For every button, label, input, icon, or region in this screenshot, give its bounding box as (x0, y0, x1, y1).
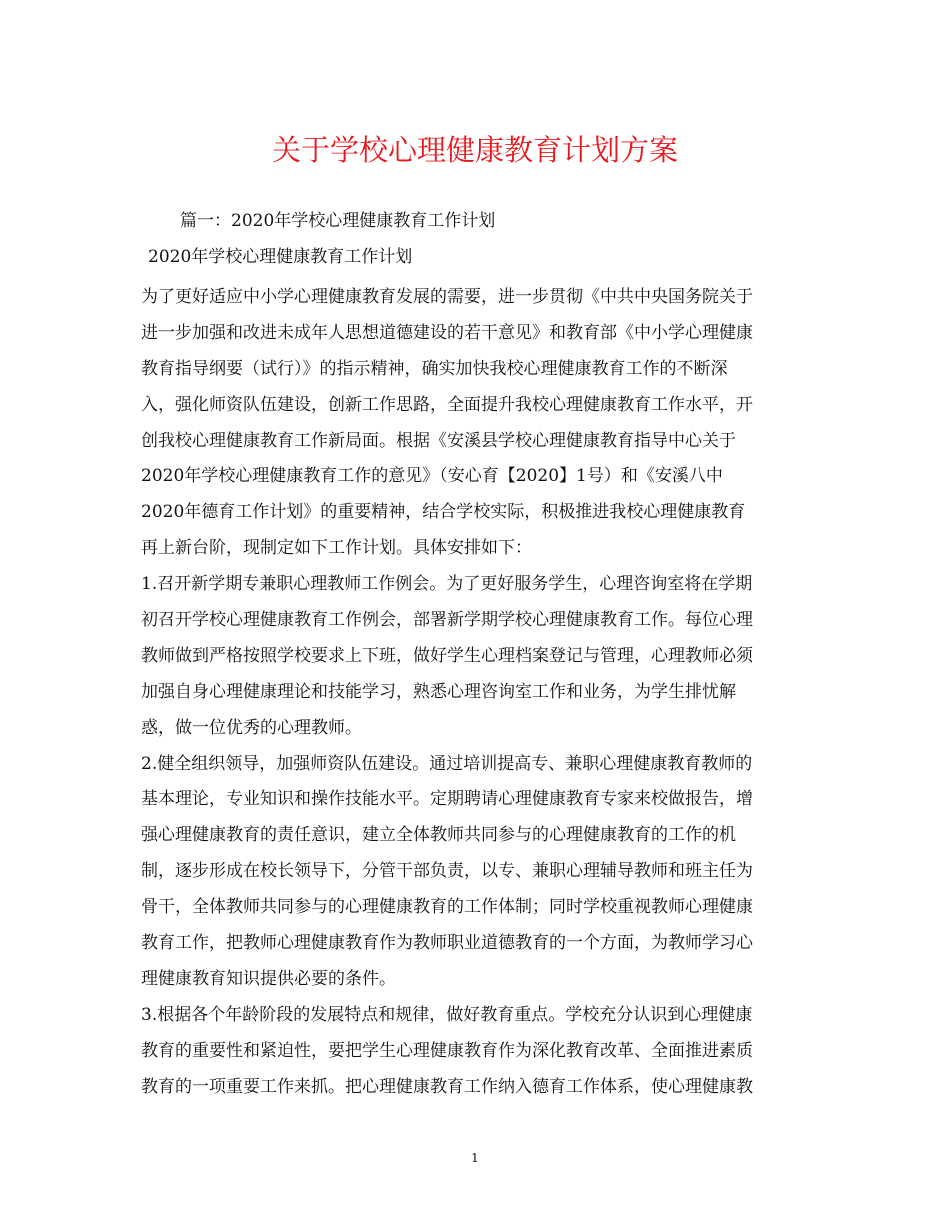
sub-heading: 2020年学校心理健康教育工作计划 (148, 247, 413, 267)
body-line: 2020年德育工作计划》的重要精神，结合学校实际，积极推进我校心理健康教育 (141, 502, 746, 523)
body-line: 惑，做一位优秀的心理教师。 (141, 717, 362, 738)
body-line: 为了更好适应中小学心理健康教育发展的需要，进一步贯彻《中共中央国务院关于 (141, 287, 753, 307)
body-line: 加强自身心理健康理论和技能学习，熟悉心理咨询室工作和业务，为学生排忧解 (141, 681, 736, 702)
body-line: 3.根据各个年龄阶段的发展特点和规律，做好教育重点。学校充分认识到心理健康 (141, 1004, 753, 1025)
document-title: 关于学校心理健康教育计划方案 (271, 133, 678, 167)
body-line: 创我校心理健康教育工作新局面。根据《安溪县学校心理健康教育指导中心关于 (141, 430, 736, 451)
body-line: 1.召开新学期专兼职心理教师工作例会。为了更好服务学生，心理咨询室将在学期 (141, 574, 753, 595)
body-line: 教育工作，把教师心理健康教育作为教师职业道德教育的一个方面，为教师学习心 (141, 933, 753, 954)
body-line: 2020年学校心理健康教育工作的意见》（安心育【2020】1号）和《安溪八中 (141, 466, 723, 487)
body-line: 初召开学校心理健康教育工作例会，部署新学期学校心理健康教育工作。每位心理 (141, 610, 753, 631)
body-text (141, 280, 821, 1105)
body-line: 教师做到严格按照学校要求上下班，做好学生心理档案登记与管理，心理教师必须 (141, 645, 753, 666)
body-line: 强心理健康教育的责任意识，建立全体教师共同参与的心理健康教育的工作的机 (141, 825, 736, 846)
body-line: 教育指导纲要（试行）》的指示精神，确实加快我校心理健康教育工作的不断深 (141, 358, 728, 379)
body-line: 教育的一项重要工作来抓。把心理健康教育工作纳入德育工作体系，使心理健康教 (141, 1076, 753, 1097)
section-heading: 篇一：2020年学校心理健康教育工作计划 (180, 211, 496, 231)
page-number: 1 (471, 1151, 479, 1165)
body-line: 理健康教育知识提供必要的条件。 (141, 968, 396, 989)
body-line: 制，逐步形成在校长领导下，分管干部负责，以专、兼职心理辅导教师和班主任为 (141, 861, 753, 882)
body-line: 2.健全组织领导，加强师资队伍建设。通过培训提高专、兼职心理健康教育教师的 (141, 753, 753, 774)
body-line: 入，强化师资队伍建设，创新工作思路，全面提升我校心理健康教育工作水平，开 (141, 394, 753, 415)
body-line: 进一步加强和改进未成年人思想道德建设的若干意见》和教育部《中小学心理健康 (141, 322, 753, 343)
body-line: 基本理论，专业知识和操作技能水平。定期聘请心理健康教育专家来校做报告，增 (141, 789, 753, 810)
body-line: 再上新台阶，现制定如下工作计划。具体安排如下： (141, 538, 532, 559)
body-line: 骨干，全体教师共同参与的心理健康教育的工作体制；同时学校重视教师心理健康 (141, 897, 753, 918)
body-line: 教育的重要性和紧迫性，要把学生心理健康教育作为深化教育改革、全面推进素质 (141, 1040, 753, 1061)
